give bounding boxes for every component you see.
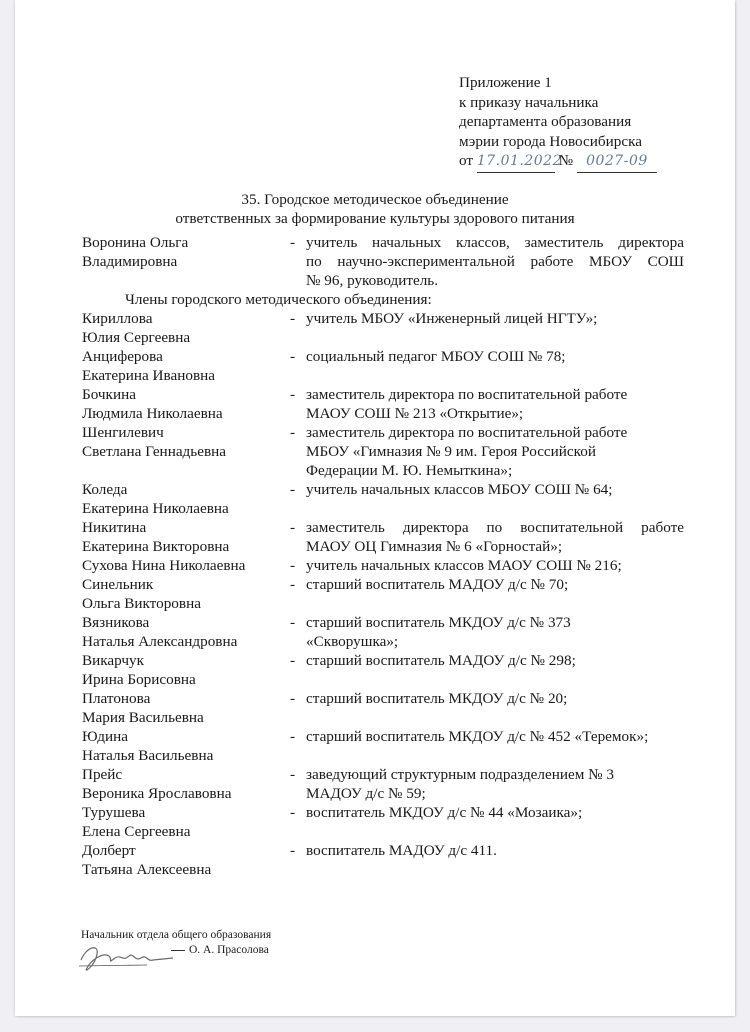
person-name-line: Шенгилевич: [82, 424, 164, 441]
position-description-line: МАОУ СОШ № 213 «Открытие»;: [306, 405, 524, 422]
handwritten-signature: [77, 938, 177, 978]
order-date-number-line: [459, 151, 657, 173]
appendix-header: [459, 73, 657, 173]
person-name-line: Екатерина Ивановна: [82, 367, 215, 384]
person-name-line: Долберт: [82, 842, 136, 859]
position-description-line: заместитель директора по воспитательной работе: [306, 424, 628, 441]
dash-separator: -: [290, 424, 296, 441]
dash-separator: -: [290, 310, 296, 327]
dash-separator: -: [290, 386, 296, 403]
position-description-line: социальный педагог МБОУ СОШ № 78;: [306, 348, 566, 365]
position-description-line: заведующий структурным подразделением № 3: [306, 766, 615, 783]
list-entry: [82, 480, 687, 518]
person-name-line: Людмила Николаевна: [82, 405, 223, 422]
dash-separator: -: [290, 576, 296, 593]
position-description-line: МАОУ ОЦ Гимназия № 6 «Горностай»;: [306, 538, 563, 555]
document-page: [15, 0, 735, 1016]
person-name-line: Екатерина Викторовна: [82, 538, 230, 555]
header-line: Приложение 1: [459, 74, 552, 91]
person-name-line: Светлана Геннадьевна: [82, 443, 226, 460]
person-name-line: Владимировна: [82, 253, 178, 270]
position-description-line: старший воспитатель МАДОУ д/с № 298;: [306, 652, 576, 669]
dash-separator: -: [290, 614, 296, 631]
person-name-line: Бочкина: [82, 386, 136, 403]
dash-separator: -: [290, 481, 296, 498]
date-prefix: от: [459, 152, 474, 169]
section-title-line2: ответственных за формирование культуры здорового питания: [175, 210, 575, 227]
person-name-line: Прейс: [82, 766, 123, 783]
handwritten-date: 17.01.2022: [477, 152, 555, 173]
position-description-line: старший воспитатель МАДОУ д/с № 70;: [306, 576, 569, 593]
position-description-line: воспитатель МКДОУ д/с № 44 «Мозаика»;: [306, 804, 583, 821]
position-description-line: старший воспитатель МКДОУ д/с № 452 «Теремок»;: [306, 728, 649, 745]
signatory-position: Начальник отдела общего образования: [81, 929, 272, 941]
position-description-line: МБОУ «Гимназия № 9 им. Героя Российской: [306, 443, 596, 460]
members-heading: Члены городского методического объединения:: [125, 291, 432, 308]
list-entry: [82, 423, 687, 480]
person-name-line: Наталья Александровна: [82, 633, 238, 650]
dash-separator: -: [290, 234, 296, 251]
dash-separator: -: [290, 728, 296, 745]
person-name-line: Наталья Васильевна: [82, 747, 214, 764]
person-name-line: Вязникова: [82, 614, 150, 631]
person-name-line: Мария Васильевна: [82, 709, 204, 726]
list-entry: [82, 651, 687, 689]
person-name-line: Ольга Викторовна: [82, 595, 201, 612]
position-description-line: заместитель директора по воспитательной работе: [306, 519, 684, 536]
position-description-line: старший воспитатель МКДОУ д/с № 20;: [306, 690, 568, 707]
person-name-line: Воронина Ольга: [82, 234, 189, 251]
dash-separator: -: [290, 557, 296, 574]
list-entry: [82, 233, 687, 290]
list-entry: [82, 309, 687, 347]
person-name-line: Платонова: [82, 690, 151, 707]
person-name-line: Викарчук: [82, 652, 144, 669]
person-name-line: Кириллова: [82, 310, 153, 327]
list-entry: [82, 556, 687, 575]
list-entry: [82, 841, 687, 879]
position-description-line: Федерации М. Ю. Немыткина»;: [306, 462, 513, 479]
header-line: к приказу начальника: [459, 93, 599, 111]
position-description-line: № 96, руководитель.: [306, 272, 439, 289]
list-entry: [82, 575, 687, 613]
position-description-line: заместитель директора по воспитательной работе: [306, 386, 628, 403]
section-title-line1: 35. Городское методическое объединение: [241, 191, 509, 208]
position-description-line: МАДОУ д/с № 59;: [306, 785, 426, 802]
list-entry: [82, 613, 687, 651]
person-name-line: Ирина Борисовна: [82, 671, 196, 688]
list-entry: [82, 518, 687, 556]
person-name-line: Никитина: [82, 519, 147, 536]
signatory-name: О. А. Прасолова: [189, 944, 269, 956]
position-description-line: старший воспитатель МКДОУ д/с № 373: [306, 614, 571, 631]
list-entry: [82, 347, 687, 385]
list-entry: [82, 727, 687, 765]
person-name-line: Татьяна Алексеевна: [82, 861, 212, 878]
list-entry: [82, 803, 687, 841]
person-name-line: Анциферова: [82, 348, 163, 365]
dash-separator: -: [290, 519, 296, 536]
header-line: мэрии города Новосибирска: [459, 132, 642, 150]
dash-separator: -: [290, 804, 296, 821]
person-name-line: Синельник: [82, 576, 154, 593]
person-name-line: Вероника Ярославовна: [82, 785, 232, 802]
position-description-line: учитель МБОУ «Инженерный лицей НГТУ»;: [306, 310, 598, 327]
position-description-line: учитель начальных классов, заместитель директора: [306, 234, 684, 251]
position-description-line: учитель начальных классов МАОУ СОШ № 216;: [306, 557, 622, 574]
list-entry: [82, 385, 687, 423]
dash-separator: -: [290, 842, 296, 859]
person-name-line: Коледа: [82, 481, 128, 498]
dash-separator: -: [290, 652, 296, 669]
header-line: департамента образования: [459, 113, 632, 130]
person-name-line: Сухова Нина Николаевна: [82, 557, 246, 574]
dash-separator: -: [290, 766, 296, 783]
position-description-line: учитель начальных классов МБОУ СОШ № 64;: [306, 481, 613, 498]
handwritten-order-number: 0027-09: [577, 152, 657, 173]
dash-separator: -: [290, 348, 296, 365]
person-name-line: Юлия Сергеевна: [82, 329, 191, 346]
position-description-line: по научно-экспериментальной работе МБОУ СОШ: [306, 253, 684, 270]
person-name-line: Юдина: [82, 728, 128, 745]
person-name-line: Елена Сергеевна: [82, 823, 191, 840]
position-description-line: воспитатель МАДОУ д/с 411.: [306, 842, 497, 859]
position-description-line: «Скворушка»;: [306, 633, 399, 650]
person-name-line: Турушева: [82, 804, 146, 821]
person-name-line: Екатерина Николаевна: [82, 500, 229, 517]
dash-separator: -: [290, 690, 296, 707]
list-entry: [82, 689, 687, 727]
number-sign: №: [558, 152, 574, 169]
list-entry: [82, 765, 687, 803]
